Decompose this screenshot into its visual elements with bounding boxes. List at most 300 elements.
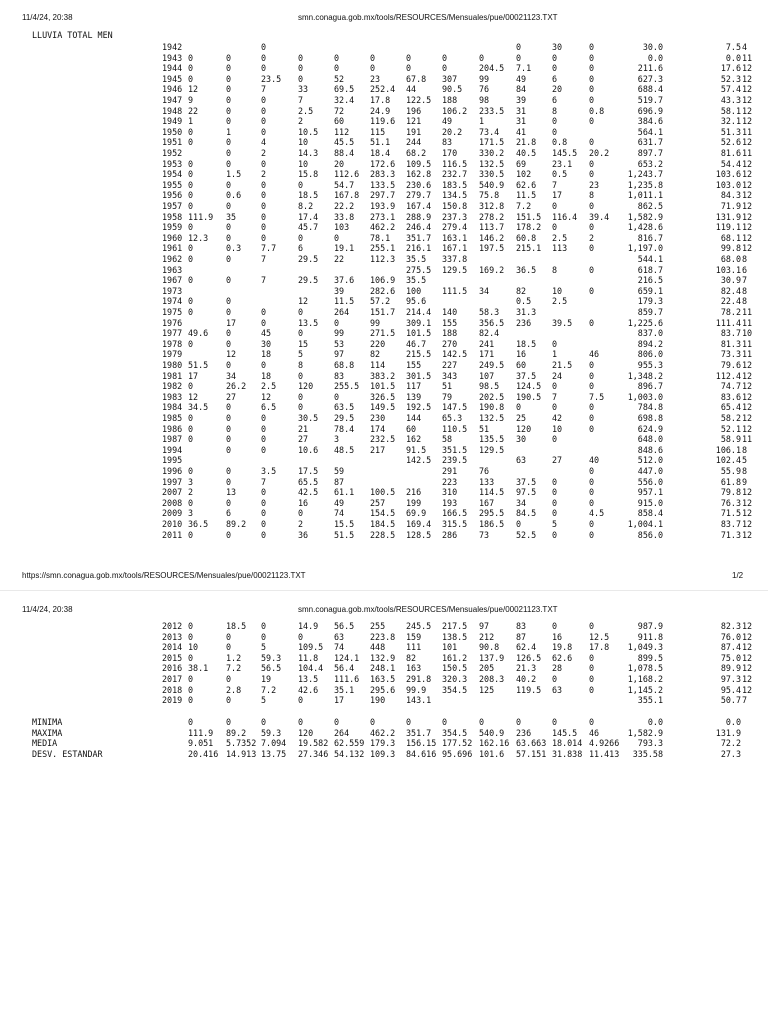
table-cell: 241 bbox=[479, 338, 495, 349]
table-cell: 0 bbox=[298, 179, 304, 190]
table-cell: 0 bbox=[261, 179, 267, 190]
table-cell: 217.5 bbox=[442, 621, 468, 631]
table-cell: 211.6 bbox=[637, 63, 663, 74]
table-cell: 0 bbox=[589, 497, 595, 508]
table-cell: 0 bbox=[261, 621, 267, 631]
table-cell: 7.2 bbox=[226, 663, 242, 674]
table-cell: 11.5 bbox=[516, 190, 537, 201]
table-cell: 30.5 bbox=[298, 413, 319, 423]
stats-row bbox=[0, 717, 768, 728]
table-cell: 1980 bbox=[162, 360, 183, 370]
table-cell: 119.6 bbox=[370, 116, 396, 127]
table-cell: 330.5 bbox=[479, 169, 505, 180]
table-cell: 3 bbox=[188, 508, 194, 519]
table-cell: 79.6 bbox=[720, 360, 741, 370]
stats-cell: 89.2 bbox=[226, 727, 247, 738]
table-cell: 784.8 bbox=[637, 402, 663, 413]
table-cell: 1979 bbox=[162, 349, 183, 360]
table-cell: 2 bbox=[261, 148, 267, 158]
table-cell: 117 bbox=[406, 381, 422, 392]
table-cell: 0 bbox=[589, 84, 595, 95]
table-cell: 49 bbox=[442, 116, 453, 127]
table-cell: 51.1 bbox=[370, 137, 391, 148]
table-cell: 0 bbox=[589, 73, 595, 84]
table-cell: 0 bbox=[589, 476, 595, 487]
table-cell: 12 bbox=[188, 391, 199, 402]
table-row bbox=[0, 519, 768, 530]
table-cell: 61.8 bbox=[720, 476, 741, 487]
table-row bbox=[0, 674, 768, 685]
table-cell: 11.5 bbox=[334, 296, 355, 307]
table-cell: 8 bbox=[298, 360, 304, 370]
table-row bbox=[0, 653, 768, 664]
table-cell: 12 bbox=[261, 391, 272, 402]
table-cell: 343 bbox=[442, 370, 458, 381]
table-cell: 255 bbox=[370, 621, 386, 631]
table-cell: 51 bbox=[479, 423, 490, 434]
table-cell: 31 bbox=[516, 116, 527, 127]
table-cell: 150.5 bbox=[442, 663, 468, 674]
table-cell: 0 bbox=[188, 413, 194, 423]
table-cell: 0 bbox=[261, 158, 267, 169]
table-cell: 624.9 bbox=[637, 423, 663, 434]
table-cell: 230.6 bbox=[406, 179, 432, 190]
table-cell: 103.1 bbox=[715, 264, 741, 275]
table-cell: 0 bbox=[552, 116, 558, 127]
table-cell: 138.5 bbox=[442, 631, 468, 642]
table-cell: 174 bbox=[370, 423, 386, 434]
table-cell: 631.7 bbox=[637, 137, 663, 148]
stats-cell: 57.151 bbox=[516, 748, 547, 759]
table-row bbox=[0, 95, 768, 106]
table-cell: 1,197.0 bbox=[627, 243, 663, 254]
table-cell: 79.8 bbox=[720, 487, 741, 498]
table-row bbox=[0, 84, 768, 95]
table-cell: 351.7 bbox=[406, 232, 432, 243]
table-cell: 40 bbox=[589, 455, 600, 466]
table-cell: 150.8 bbox=[442, 201, 468, 211]
table-cell: 12 bbox=[742, 73, 753, 84]
table-cell: 82 bbox=[406, 652, 417, 663]
table-cell: 17 bbox=[552, 190, 563, 201]
table-row bbox=[0, 632, 768, 643]
table-cell: 12 bbox=[742, 158, 753, 169]
table-cell: 116.5 bbox=[442, 158, 468, 169]
table-cell: 0 bbox=[188, 621, 194, 631]
table-cell: 161.2 bbox=[442, 652, 468, 663]
table-cell: 1944 bbox=[162, 63, 183, 74]
table-cell: 1,003.0 bbox=[627, 391, 663, 402]
table-row bbox=[0, 275, 768, 286]
stats-cell: 0 bbox=[334, 717, 340, 727]
table-cell: 39 bbox=[334, 285, 345, 296]
stats-cell: 54.132 bbox=[334, 748, 365, 759]
table-cell: 1,243.7 bbox=[627, 169, 663, 180]
table-cell: 326.5 bbox=[370, 391, 396, 402]
table-cell: 0 bbox=[188, 631, 194, 642]
table-cell: 0 bbox=[552, 434, 558, 445]
table-cell: 987.9 bbox=[637, 621, 663, 631]
table-cell: 0 bbox=[589, 158, 595, 169]
table-cell: 544.1 bbox=[637, 254, 663, 264]
table-cell: 24.9 bbox=[370, 105, 391, 116]
table-cell: 0 bbox=[226, 52, 232, 63]
table-cell: 58.9 bbox=[720, 434, 741, 445]
table-cell: 112 bbox=[334, 126, 350, 137]
table-cell: 76 bbox=[479, 466, 490, 476]
table-cell: 0 bbox=[188, 190, 194, 201]
stats-cell: 0 bbox=[298, 717, 304, 727]
table-cell: 0 bbox=[188, 695, 194, 706]
table-cell: 1983 bbox=[162, 391, 183, 402]
table-cell: 0 bbox=[226, 63, 232, 74]
table-row bbox=[0, 530, 768, 541]
table-cell: 330.2 bbox=[479, 148, 505, 158]
table-cell: 0 bbox=[188, 201, 194, 211]
table-cell: 0 bbox=[226, 674, 232, 684]
table-cell: 188 bbox=[442, 95, 458, 105]
stats-cell: 84.616 bbox=[406, 748, 437, 759]
table-cell: 111.9 bbox=[188, 211, 214, 222]
table-cell: 23 bbox=[589, 179, 600, 190]
table-cell: 0 bbox=[188, 254, 194, 264]
table-cell: 212 bbox=[479, 631, 495, 642]
table-cell: 65.4 bbox=[720, 402, 741, 413]
table-cell: 0 bbox=[298, 63, 304, 74]
table-cell: 295.6 bbox=[370, 684, 396, 695]
table-row bbox=[0, 371, 768, 382]
table-cell: 354.5 bbox=[442, 684, 468, 695]
table-cell: 11 bbox=[742, 349, 753, 360]
table-cell: 0 bbox=[261, 413, 267, 423]
table-cell: 99 bbox=[334, 328, 345, 339]
table-cell: 1985 bbox=[162, 413, 183, 423]
table-cell: 0 bbox=[261, 52, 267, 63]
table-cell: 0 bbox=[261, 487, 267, 498]
table-cell: 111.6 bbox=[334, 674, 360, 684]
table-cell: 462.2 bbox=[370, 222, 396, 233]
table-cell: 2 bbox=[261, 169, 267, 180]
table-cell: 899.5 bbox=[637, 652, 663, 663]
table-cell: 59.3 bbox=[261, 652, 282, 663]
table-cell: 167 bbox=[479, 497, 495, 508]
table-cell: 0 bbox=[589, 466, 595, 476]
table-cell: 142.5 bbox=[442, 349, 468, 360]
table-cell: 1,049.3 bbox=[627, 642, 663, 653]
table-cell: 286 bbox=[442, 529, 458, 540]
table-cell: 125 bbox=[479, 684, 495, 695]
table-cell: 42.6 bbox=[298, 684, 319, 695]
table-cell: 0 bbox=[188, 674, 194, 684]
table-cell: 52 bbox=[334, 73, 345, 84]
table-cell: 75.8 bbox=[479, 190, 500, 201]
table-cell: 1954 bbox=[162, 169, 183, 180]
stats-cell: 354.5 bbox=[442, 727, 468, 738]
table-cell: 56.5 bbox=[334, 621, 355, 631]
table-cell: 8 bbox=[742, 285, 748, 296]
table-cell: 3 bbox=[188, 476, 194, 487]
table-cell: 3 bbox=[334, 434, 340, 445]
table-cell: 99 bbox=[479, 73, 490, 84]
stats-cell: 63.663 bbox=[516, 738, 547, 749]
table-cell: 107 bbox=[479, 370, 495, 381]
table-cell: 19.1 bbox=[334, 243, 355, 254]
table-cell: 273.1 bbox=[370, 211, 396, 222]
table-cell: 12 bbox=[742, 232, 753, 243]
table-cell: 0 bbox=[261, 190, 267, 201]
stats-cell: 0 bbox=[370, 717, 376, 727]
table-cell: 0 bbox=[552, 487, 558, 498]
table-cell: 169.2 bbox=[479, 264, 505, 275]
table-cell: 159 bbox=[406, 631, 422, 642]
page1-footer-url[interactable]: https://smn.conagua.gob.mx/tools/RESOURCES/Mensuales/pue/00021123.TXT bbox=[22, 571, 306, 580]
table-cell: 39.4 bbox=[589, 211, 610, 222]
table-cell: 0 bbox=[334, 317, 340, 328]
table-cell: 0 bbox=[226, 695, 232, 706]
table-cell: 11 bbox=[742, 307, 753, 317]
table-cell: 44 bbox=[406, 84, 417, 95]
table-row bbox=[0, 159, 768, 170]
table-cell: 106.9 bbox=[370, 275, 396, 286]
stats-cell: 101.6 bbox=[479, 748, 505, 759]
stats-cell: 0 bbox=[261, 717, 267, 727]
table-cell: 139 bbox=[406, 391, 422, 402]
table-cell: 95.4 bbox=[720, 684, 741, 695]
table-cell: 0 bbox=[589, 52, 595, 63]
table-cell: 17 bbox=[226, 317, 237, 328]
table-cell: 69.5 bbox=[334, 84, 355, 95]
table-cell: 142.5 bbox=[406, 455, 432, 466]
stats-cell: 27.346 bbox=[298, 748, 329, 759]
table-cell: 288.9 bbox=[406, 211, 432, 222]
table-cell: 448 bbox=[370, 642, 386, 653]
table-cell: 21 bbox=[298, 423, 309, 434]
table-cell: 124.5 bbox=[516, 381, 542, 392]
table-cell: 1952 bbox=[162, 148, 183, 158]
table-cell: 11 bbox=[742, 148, 753, 158]
table-cell: 27 bbox=[298, 434, 309, 445]
table-cell: 1995 bbox=[162, 455, 183, 466]
table-cell: 199 bbox=[406, 497, 422, 508]
table-cell: 63 bbox=[334, 631, 345, 642]
table-cell: 291 bbox=[442, 466, 458, 476]
stats-cell: 7.094 bbox=[261, 738, 287, 749]
table-cell: 95.6 bbox=[406, 296, 427, 307]
table-cell: 124.1 bbox=[334, 652, 360, 663]
table-cell: 232.5 bbox=[370, 434, 396, 445]
table-cell: 0 bbox=[516, 402, 522, 413]
table-cell: 0.0 bbox=[647, 52, 663, 63]
table-cell: 0 bbox=[589, 652, 595, 663]
table-cell: 145.5 bbox=[552, 148, 578, 158]
table-cell: 0 bbox=[589, 137, 595, 148]
table-cell: 65.3 bbox=[442, 413, 463, 423]
table-cell: 0 bbox=[261, 201, 267, 211]
table-cell: 119.5 bbox=[516, 684, 542, 695]
table-cell: 0 bbox=[261, 519, 267, 529]
table-cell: 193.9 bbox=[370, 201, 396, 211]
table-cell: 0 bbox=[226, 402, 232, 413]
table-cell: 12 bbox=[742, 402, 753, 413]
table-cell: 696.9 bbox=[637, 105, 663, 116]
table-cell: 11 bbox=[742, 338, 753, 349]
table-cell: 0 bbox=[298, 328, 304, 339]
table-cell: 0 bbox=[298, 73, 304, 84]
table-cell: 12 bbox=[742, 684, 753, 695]
table-cell: 7 bbox=[742, 695, 748, 706]
table-cell: 99.8 bbox=[720, 243, 741, 254]
table-cell: 28 bbox=[552, 663, 563, 674]
table-row bbox=[0, 466, 768, 477]
stats-cell: 162.16 bbox=[479, 738, 510, 749]
table-cell: 129.5 bbox=[442, 264, 468, 275]
stats-cell: 264 bbox=[334, 727, 350, 738]
table-row bbox=[0, 63, 768, 74]
stats-row bbox=[0, 728, 768, 739]
table-cell: 83.6 bbox=[720, 391, 741, 402]
stats-cell: 0 bbox=[552, 717, 558, 727]
table-cell: 151.7 bbox=[370, 307, 396, 317]
table-cell: 0.3 bbox=[226, 243, 242, 254]
table-cell: 83 bbox=[334, 370, 345, 381]
table-cell: 113 bbox=[552, 243, 568, 254]
page1-header-datetime: 11/4/24, 20:38 bbox=[22, 13, 73, 22]
table-cell: 33 bbox=[298, 84, 309, 95]
table-cell: 32.4 bbox=[334, 95, 355, 105]
table-cell: 100.5 bbox=[370, 487, 396, 498]
table-cell: 0.8 bbox=[552, 137, 568, 148]
table-cell: 5 bbox=[552, 519, 558, 529]
table-cell: 816.7 bbox=[637, 232, 663, 243]
table-cell: 2 bbox=[298, 519, 304, 529]
table-cell: 12 bbox=[742, 116, 753, 127]
table-cell: 82.4 bbox=[720, 285, 741, 296]
table-cell: 12 bbox=[298, 296, 309, 307]
stats-cell: 177.52 bbox=[442, 738, 473, 749]
table-cell: 83.7 bbox=[720, 328, 741, 339]
table-cell: 46.7 bbox=[406, 338, 427, 349]
table-cell: 0 bbox=[188, 169, 194, 180]
table-cell: 0 bbox=[226, 642, 232, 653]
table-cell: 0 bbox=[589, 285, 595, 296]
table-cell: 69.9 bbox=[406, 508, 427, 519]
table-cell: 1942 bbox=[162, 42, 183, 52]
table-cell: 12 bbox=[742, 529, 753, 540]
table-cell: 957.1 bbox=[637, 487, 663, 498]
table-cell: 1962 bbox=[162, 254, 183, 264]
table-cell: 1974 bbox=[162, 296, 183, 307]
table-cell: 51 bbox=[442, 381, 453, 392]
table-cell: 0 bbox=[226, 466, 232, 476]
table-cell: 42.5 bbox=[298, 487, 319, 498]
table-cell: 0 bbox=[370, 52, 376, 63]
table-row bbox=[0, 42, 768, 53]
table-cell: 0.0 bbox=[725, 52, 741, 63]
table-cell: 0 bbox=[516, 42, 522, 52]
table-cell: 227 bbox=[442, 360, 458, 370]
table-cell: 0 bbox=[226, 158, 232, 169]
table-row bbox=[0, 318, 768, 329]
stats-cell: 131.9 bbox=[715, 727, 741, 738]
table-cell: 12 bbox=[742, 95, 753, 105]
table-cell: 236 bbox=[516, 317, 532, 328]
table-cell: 320.3 bbox=[442, 674, 468, 684]
table-cell: 132.5 bbox=[479, 413, 505, 423]
table-cell: 12 bbox=[742, 508, 753, 519]
table-cell: 35 bbox=[226, 211, 237, 222]
table-cell: 114.5 bbox=[479, 487, 505, 498]
table-cell: 1,582.9 bbox=[627, 211, 663, 222]
stats-cell: 1,582.9 bbox=[627, 727, 663, 738]
table-cell: 0 bbox=[226, 529, 232, 540]
table-cell: 18 bbox=[261, 370, 272, 381]
table-cell: 51.3 bbox=[720, 126, 741, 137]
table-cell: 128.5 bbox=[406, 529, 432, 540]
table-cell: 178.2 bbox=[516, 222, 542, 233]
table-cell: 15.5 bbox=[334, 519, 355, 529]
table-cell: 78.1 bbox=[370, 232, 391, 243]
table-row bbox=[0, 424, 768, 435]
table-cell: 0 bbox=[226, 95, 232, 105]
table-cell: 355.1 bbox=[637, 695, 663, 706]
table-cell: 14.9 bbox=[298, 621, 319, 631]
table-cell: 49 bbox=[516, 73, 527, 84]
table-cell: 1947 bbox=[162, 95, 183, 105]
page2-header-url: smn.conagua.gob.mx/tools/RESOURCES/Mensuales/pue/00021123.TXT bbox=[298, 605, 558, 614]
stats-cell: 109.3 bbox=[370, 748, 396, 759]
table-cell: 68.1 bbox=[720, 232, 741, 243]
table-cell: 1,004.1 bbox=[627, 519, 663, 529]
stats-label: DESV. ESTANDAR bbox=[32, 748, 103, 759]
table-cell: 34.5 bbox=[188, 402, 209, 413]
table-row bbox=[0, 477, 768, 488]
table-cell: 57.4 bbox=[720, 84, 741, 95]
table-cell: 245.5 bbox=[406, 621, 432, 631]
table-cell: 228.5 bbox=[370, 529, 396, 540]
table-row bbox=[0, 148, 768, 159]
table-cell: 5 bbox=[298, 349, 304, 360]
table-cell: 1,145.2 bbox=[627, 684, 663, 695]
table-cell: 0 bbox=[188, 434, 194, 445]
table-cell: 0 bbox=[188, 126, 194, 137]
table-cell: 13.5 bbox=[298, 317, 319, 328]
table-cell: 83 bbox=[516, 621, 527, 631]
table-cell: 37.5 bbox=[516, 476, 537, 487]
table-cell: 73.4 bbox=[479, 126, 500, 137]
stats-cell: 156.15 bbox=[406, 738, 437, 749]
table-cell: 62.6 bbox=[516, 179, 537, 190]
table-cell: 190 bbox=[370, 695, 386, 706]
stats-label: MAXIMA bbox=[32, 727, 63, 738]
table-cell: 17 bbox=[334, 695, 345, 706]
table-cell: 12 bbox=[742, 137, 753, 148]
table-cell: 98 bbox=[479, 95, 490, 105]
table-cell: 45 bbox=[261, 328, 272, 339]
table-cell: 6 bbox=[298, 243, 304, 254]
table-cell: 51.5 bbox=[188, 360, 209, 370]
table-cell: 34 bbox=[479, 285, 490, 296]
table-cell: 1946 bbox=[162, 84, 183, 95]
stats-cell: 18.014 bbox=[552, 738, 583, 749]
table-cell: 0 bbox=[552, 529, 558, 540]
table-cell: 25 bbox=[516, 413, 527, 423]
table-cell: 1,225.6 bbox=[627, 317, 663, 328]
table-cell: 1977 bbox=[162, 328, 183, 339]
table-cell: 1953 bbox=[162, 158, 183, 169]
stats-cell: 793.3 bbox=[637, 738, 663, 749]
table-cell: 0 bbox=[188, 529, 194, 540]
table-cell: 58.3 bbox=[479, 307, 500, 317]
